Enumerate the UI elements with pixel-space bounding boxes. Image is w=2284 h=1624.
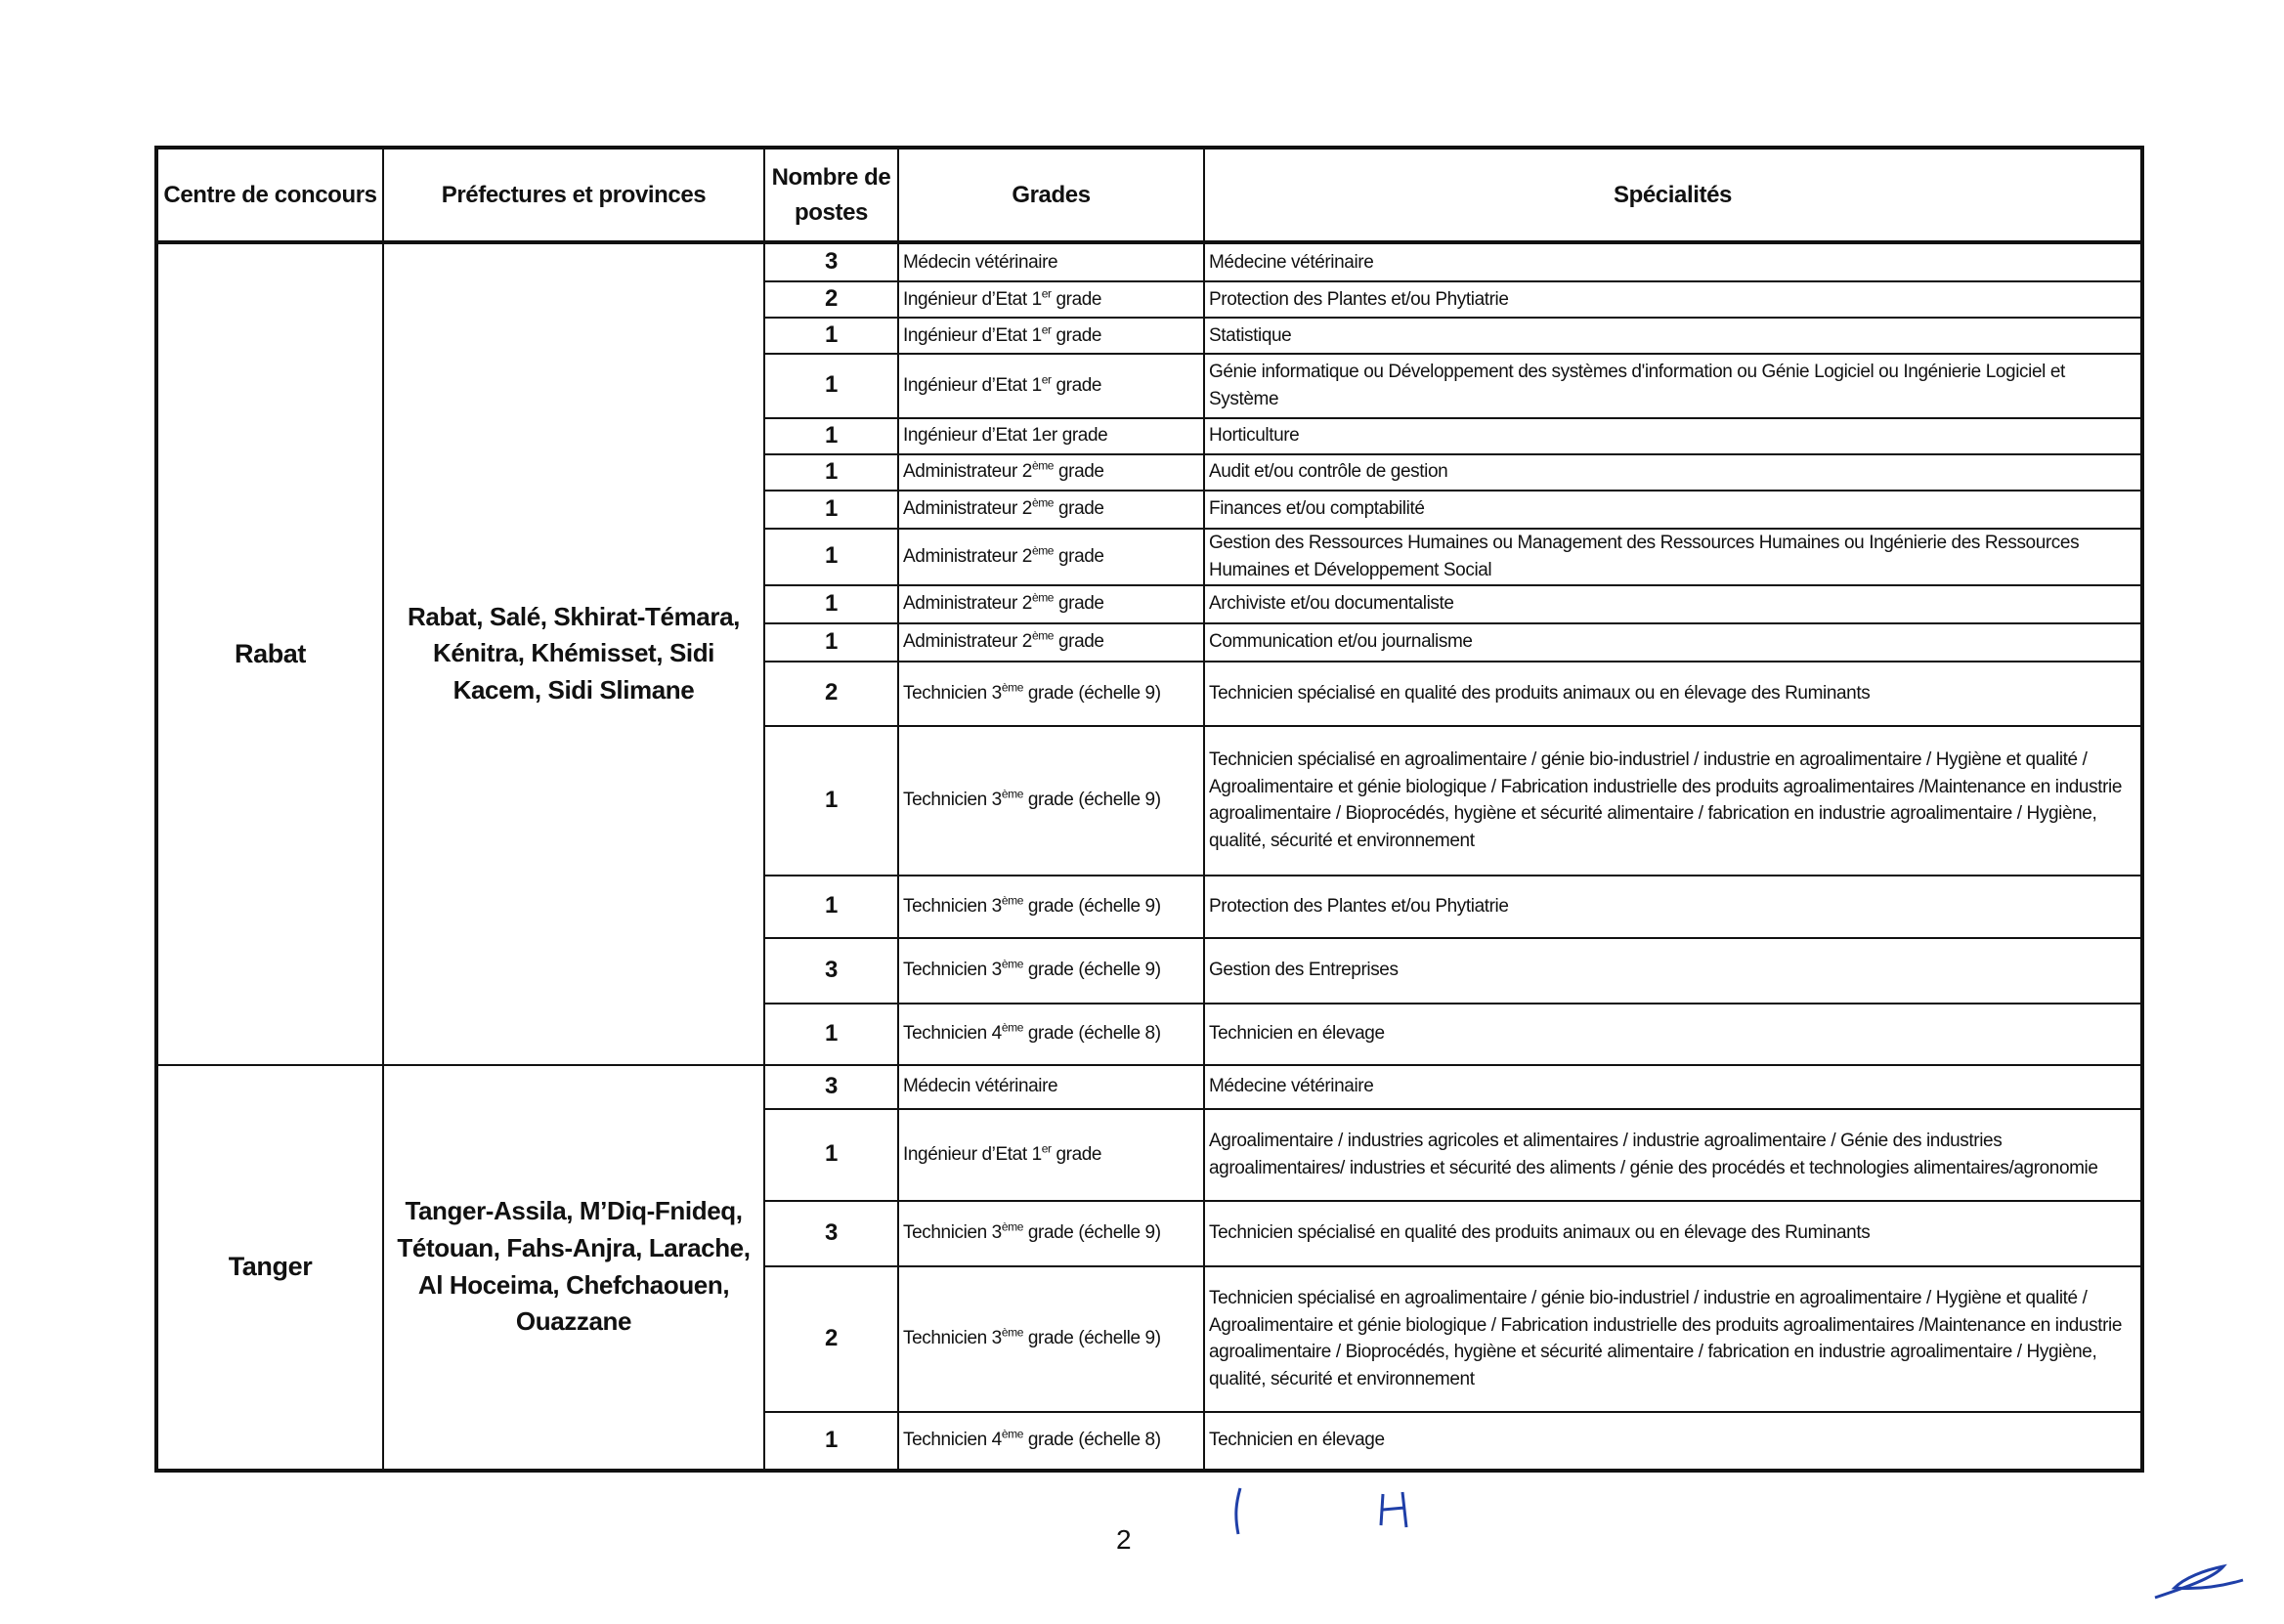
postes-cell: 1 — [764, 726, 898, 876]
postes-cell: 3 — [764, 242, 898, 281]
grade-pre: Technicien 4 — [903, 1430, 1002, 1451]
postes-cell: 1 — [764, 1004, 898, 1065]
grade-post: grade — [1051, 375, 1102, 397]
grade-cell — [898, 585, 1204, 623]
grade-cell — [898, 1109, 1204, 1201]
grade-cell — [898, 1266, 1204, 1412]
grade-post: grade — [1051, 1143, 1102, 1165]
grade-pre: Ingénieur d’Etat 1 — [903, 324, 1042, 346]
specialite-cell: Archiviste et/ou documentaliste — [1204, 585, 2142, 623]
specialite-cell: Statistique — [1204, 318, 2142, 354]
grade-sup: er — [1041, 286, 1052, 301]
postes-cell: 1 — [764, 491, 898, 529]
postes-cell: 3 — [764, 1201, 898, 1266]
postes-cell: 2 — [764, 281, 898, 318]
postes-cell: 1 — [764, 418, 898, 454]
grade-post: grade — [1054, 593, 1104, 615]
specialite-cell: Gestion des Entreprises — [1204, 938, 2142, 1004]
table-body — [156, 242, 2142, 1471]
grade-cell — [898, 1201, 1204, 1266]
table-header-row — [156, 148, 2142, 242]
table-row — [156, 242, 2142, 281]
specialite-cell: Finances et/ou comptabilité — [1204, 491, 2142, 529]
specialite-cell: Technicien en élevage — [1204, 1412, 2142, 1471]
grade-pre: Technicien 3 — [903, 790, 1002, 811]
grade-post: grade (échelle 9) — [1022, 895, 1161, 917]
grade-cell — [898, 454, 1204, 491]
postes-cell: 1 — [764, 623, 898, 662]
specialite-cell: Technicien spécialisé en qualité des produits animaux ou en élevage des Ruminants — [1204, 1201, 2142, 1266]
grade-pre: Administrateur 2 — [903, 631, 1032, 653]
centre-cell: Tanger — [156, 1065, 383, 1471]
grade-sup: ème — [1001, 680, 1023, 695]
grade-post: grade — [1054, 498, 1104, 520]
grade-post: grade (échelle 9) — [1022, 682, 1161, 704]
grade-sup: ème — [1031, 590, 1055, 605]
specialite-cell: Gestion des Ressources Humaines ou Management des Ressources Humaines ou Ingénierie des Ressources Humaines et Développement Social — [1204, 529, 2142, 585]
grade-pre: Technicien 3 — [903, 895, 1002, 917]
postes-cell: 1 — [764, 354, 898, 418]
postes-cell: 1 — [764, 585, 898, 623]
grade-pre: Ingénieur d’Etat 1 — [903, 288, 1042, 310]
grade-cell — [898, 726, 1204, 876]
grade-pre: Technicien 3 — [903, 1328, 1002, 1349]
grade-cell — [898, 491, 1204, 529]
grade-cell — [898, 318, 1204, 354]
header-provinces: Préfectures et provinces — [383, 148, 764, 242]
specialite-cell: Agroalimentaire / industries agricoles et alimentaires / industrie agroalimentaire / Génie des industries agroalimentaires/ industries et sécurité des aliments / génie des procédés et technologies alimentaires/agronomie — [1204, 1109, 2142, 1201]
grade-sup: ème — [1031, 628, 1055, 643]
header-specialites: Spécialités — [1204, 148, 2142, 242]
grade-pre: Administrateur 2 — [903, 545, 1032, 567]
grade-sup: ème — [1001, 893, 1023, 908]
grade-cell — [898, 662, 1204, 726]
grade-pre: Technicien 3 — [903, 960, 1002, 981]
specialite-cell: Protection des Plantes et/ou Phytiatrie — [1204, 281, 2142, 318]
specialite-cell: Communication et/ou journalisme — [1204, 623, 2142, 662]
grade-cell — [898, 418, 1204, 454]
specialite-cell: Technicien spécialisé en agroalimentaire / génie bio-industriel / industrie en agroalimentaire / Hygiène et qualité / Agroalimentaire et génie biologique / Fabrication industrielle des produits agroalimentaires /Maintenance en industrie agroalimentaire / Bioprocédés, hygiène et sécurité alimentaire / fabrication en industrie agroalimentaire / Hygiène, qualité, sécurité et environnement — [1204, 1266, 2142, 1412]
specialite-cell: Horticulture — [1204, 418, 2142, 454]
grade-post: grade (échelle 9) — [1022, 1328, 1161, 1349]
grade-cell — [898, 1412, 1204, 1471]
postes-cell: 1 — [764, 1109, 898, 1201]
specialite-cell: Technicien spécialisé en agroalimentaire / génie bio-industriel / industrie en agroalimentaire / Hygiène et qualité / Agroalimentaire et génie biologique / Fabrication industrielle des produits agroalimentaires /Maintenance en industrie agroalimentaire / Bioprocédés, hygiène et sécurité alimentaire / fabrication en industrie agroalimentaire / Hygiène, qualité, sécurité et environnement — [1204, 726, 2142, 876]
grade-cell — [898, 876, 1204, 938]
header-postes: Nombre de postes — [764, 148, 898, 242]
grade-sup: ème — [1031, 458, 1055, 473]
postes-cell: 3 — [764, 1065, 898, 1109]
specialite-cell: Génie informatique ou Développement des systèmes d'information ou Génie Logiciel ou Ingénierie Logiciel et Système — [1204, 354, 2142, 418]
grade-sup: er — [1041, 322, 1052, 337]
grade-post: grade (échelle 8) — [1022, 1430, 1161, 1451]
grade-pre: Ingénieur d’Etat 1er grade — [903, 425, 1108, 447]
header-grades: Grades — [898, 148, 1204, 242]
provinces-cell: Rabat, Salé, Skhirat-Témara, Kénitra, Khémisset, Sidi Kacem, Sidi Slimane — [383, 242, 764, 1065]
grade-sup: ème — [1001, 957, 1023, 971]
grade-pre: Administrateur 2 — [903, 498, 1032, 520]
grade-pre: Technicien 4 — [903, 1023, 1002, 1045]
grade-post: grade (échelle 9) — [1022, 790, 1161, 811]
specialite-cell: Protection des Plantes et/ou Phytiatrie — [1204, 876, 2142, 938]
handwritten-initials — [1227, 1480, 1422, 1544]
grade-pre: Médecin vétérinaire — [903, 251, 1058, 273]
grade-post: grade (échelle 9) — [1022, 960, 1161, 981]
grade-sup: ème — [1001, 1427, 1023, 1441]
grade-cell — [898, 1004, 1204, 1065]
grade-cell — [898, 242, 1204, 281]
grade-sup: er — [1041, 372, 1052, 387]
grade-cell — [898, 281, 1204, 318]
grade-pre: Administrateur 2 — [903, 593, 1032, 615]
postes-cell: 2 — [764, 662, 898, 726]
grade-sup: ème — [1031, 543, 1055, 558]
postes-cell: 1 — [764, 454, 898, 491]
grade-sup: ème — [1001, 1219, 1023, 1234]
grade-cell — [898, 354, 1204, 418]
grade-sup: ème — [1031, 495, 1055, 510]
postes-cell: 2 — [764, 1266, 898, 1412]
header-centre: Centre de concours — [156, 148, 383, 242]
grade-cell — [898, 623, 1204, 662]
postes-cell: 1 — [764, 876, 898, 938]
grade-post: grade — [1054, 631, 1104, 653]
specialite-cell: Audit et/ou contrôle de gestion — [1204, 454, 2142, 491]
grade-post: grade (échelle 8) — [1022, 1023, 1161, 1045]
specialite-cell: Technicien en élevage — [1204, 1004, 2142, 1065]
grade-cell — [898, 529, 1204, 585]
grade-pre: Ingénieur d’Etat 1 — [903, 375, 1042, 397]
grade-pre: Médecin vétérinaire — [903, 1076, 1058, 1097]
specialite-cell: Médecine vétérinaire — [1204, 242, 2142, 281]
postes-cell: 1 — [764, 318, 898, 354]
grade-post: grade — [1054, 461, 1104, 483]
grade-pre: Ingénieur d’Etat 1 — [903, 1143, 1042, 1165]
grade-sup: ème — [1001, 1325, 1023, 1340]
grade-cell — [898, 938, 1204, 1004]
postes-cell: 1 — [764, 1412, 898, 1471]
grade-sup: ème — [1001, 787, 1023, 801]
grade-post: grade — [1051, 288, 1102, 310]
provinces-cell: Tanger-Assila, M’Diq-Fnideq, Tétouan, Fahs-Anjra, Larache, Al Hoceima, Chefchaouen, Ouazzane — [383, 1065, 764, 1471]
specialite-cell: Médecine vétérinaire — [1204, 1065, 2142, 1109]
grade-post: grade — [1051, 324, 1102, 346]
page-number: 2 — [1116, 1524, 1132, 1555]
grade-post: grade — [1054, 545, 1104, 567]
handwritten-signature — [2145, 1559, 2253, 1607]
grade-cell — [898, 1065, 1204, 1109]
recruitment-table — [154, 146, 2144, 1473]
postes-cell: 3 — [764, 938, 898, 1004]
grade-post: grade (échelle 9) — [1022, 1222, 1161, 1244]
grade-pre: Technicien 3 — [903, 682, 1002, 704]
postes-cell: 1 — [764, 529, 898, 585]
grade-sup: ème — [1001, 1020, 1023, 1035]
table-row — [156, 1065, 2142, 1109]
grade-sup: er — [1041, 1141, 1052, 1156]
centre-cell: Rabat — [156, 242, 383, 1065]
grade-pre: Administrateur 2 — [903, 461, 1032, 483]
grade-pre: Technicien 3 — [903, 1222, 1002, 1244]
specialite-cell: Technicien spécialisé en qualité des produits animaux ou en élevage des Ruminants — [1204, 662, 2142, 726]
